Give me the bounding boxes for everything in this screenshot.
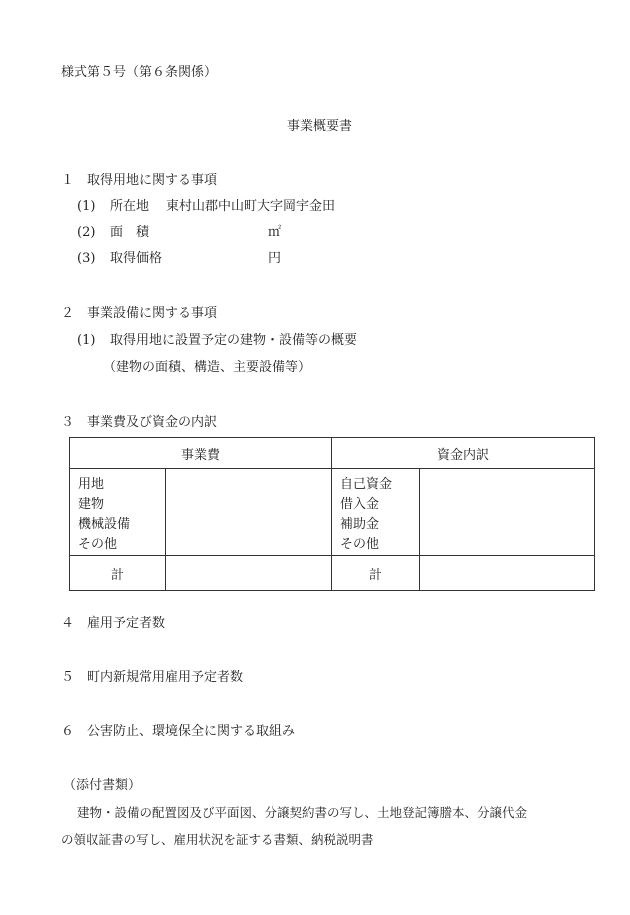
project-cost-items: [70, 469, 166, 556]
item-label: 取得価格: [110, 251, 163, 266]
funding-total-label: 計: [332, 556, 420, 591]
area-unit: ㎡: [268, 225, 282, 240]
item-label: 面 積: [110, 225, 150, 240]
section5-heading: ５ 町内新規常用雇用予定者数: [61, 670, 244, 685]
funding-items: [332, 469, 420, 556]
form-number: 様式第５号（第６条関係）: [61, 65, 218, 80]
section1-item-3: [77, 251, 281, 267]
attachments-line-1: 建物・設備の配置図及び平面図、分譲契約書の写し、土地登記簿謄本、分譲代金: [77, 805, 528, 820]
section2-item-1: [77, 333, 357, 349]
cost-item: その他: [78, 537, 118, 552]
cost-total-cell[interactable]: [166, 556, 332, 591]
cost-total-label: 計: [70, 556, 166, 591]
section4-heading: ４ 雇用予定者数: [61, 616, 166, 631]
section2-note: （建物の面積、構造、主要設備等）: [103, 360, 312, 375]
project-cost-amount-cell[interactable]: [166, 469, 332, 556]
section6-heading: ６ 公害防止、環境保全に関する取組み: [61, 724, 296, 739]
item-number: (2): [77, 225, 96, 240]
funding-table: [69, 437, 595, 591]
cost-item: 建物: [78, 497, 105, 512]
funding-amount-cell[interactable]: [420, 469, 595, 556]
cost-item: 用地: [78, 477, 105, 492]
section2-heading: ２ 事業設備に関する事項: [61, 306, 218, 321]
funding-breakdown-header: 資金内訳: [332, 438, 595, 469]
document-title: 事業概要書: [287, 119, 353, 134]
funding-total-cell[interactable]: [420, 556, 595, 591]
section1-heading: １ 取得用地に関する事項: [61, 173, 218, 188]
item-number: (3): [77, 251, 96, 266]
location-value: 東村山郡中山町大字岡宇金田: [166, 199, 336, 214]
funding-item: その他: [340, 537, 380, 552]
funding-item: 借入金: [340, 497, 380, 512]
cost-item: 機械設備: [78, 517, 131, 532]
item-number: (1): [77, 333, 96, 348]
item-text: 取得用地に設置予定の建物・設備等の概要: [110, 333, 358, 348]
attachments-line-2: の領収証書の写し、雇用状況を証する書類、納税説明書: [61, 832, 374, 847]
section1-item-1: [77, 199, 335, 215]
item-number: (1): [77, 199, 96, 214]
attachments-heading: （添付書類）: [63, 778, 142, 793]
project-cost-header: 事業費: [70, 438, 332, 469]
funding-item: 補助金: [340, 517, 380, 532]
section1-item-2: [77, 225, 281, 241]
price-unit: 円: [268, 251, 282, 266]
item-label: 所在地: [110, 199, 150, 214]
funding-item: 自己資金: [340, 477, 393, 492]
section3-heading: ３ 事業費及び資金の内訳: [61, 415, 218, 430]
